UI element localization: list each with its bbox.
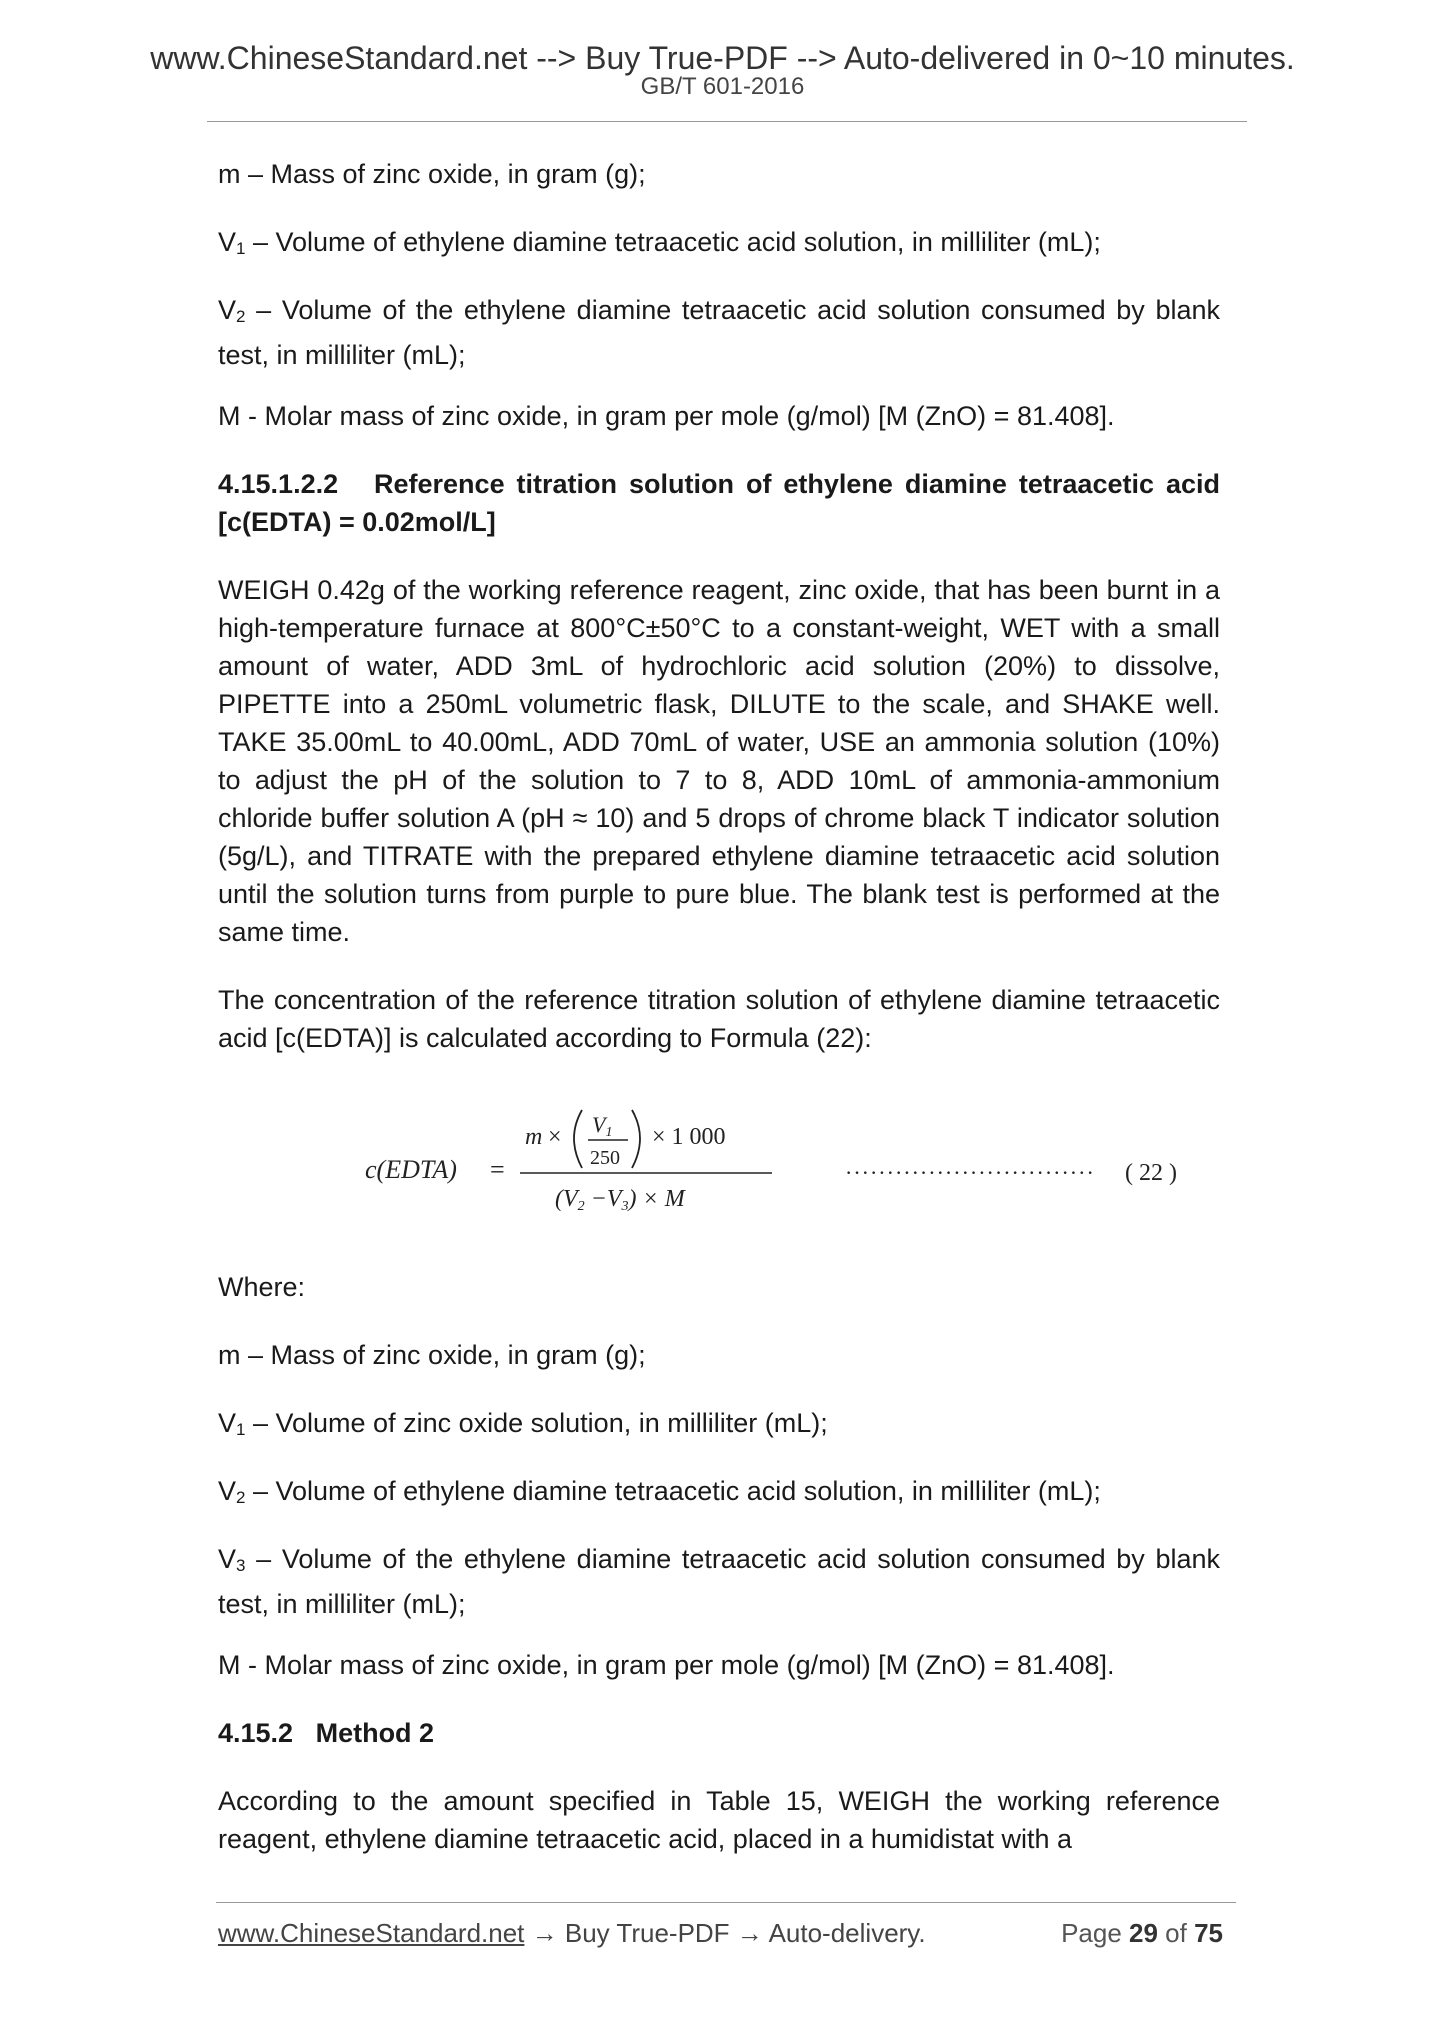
formula-250: 250 — [590, 1147, 620, 1169]
formula-m: m — [525, 1124, 543, 1150]
var-description: – Volume of ethylene diamine tetraacetic acid solution, in milliliter (mL); — [245, 227, 1101, 257]
var-description: – Volume of the ethylene diamine tetraacetic acid solution consumed by blank test, in milliliter (mL); — [218, 1544, 1220, 1619]
formula-leader-dots: ······························ — [845, 1160, 1095, 1185]
footer-site-link[interactable]: www.ChineseStandard.net — [218, 1918, 525, 1948]
formula-lhs: c(EDTA) — [365, 1155, 457, 1184]
page-total: 75 — [1194, 1918, 1223, 1948]
var-description: – Volume of zinc oxide solution, in milliliter (mL); — [245, 1408, 828, 1438]
left-paren — [574, 1110, 582, 1168]
formula-times: × — [548, 1124, 562, 1150]
formula-number: ( 22 ) — [1125, 1160, 1177, 1186]
formula-multiplier: × 1 000 — [652, 1124, 726, 1150]
var-M-definition: M - Molar mass of zinc oxide, in gram per mole (g/mol) [M (ZnO) = 81.408]. — [218, 1650, 1115, 1680]
method2-paragraph: According to the amount specified in Table 15, WEIGH the working reference reagent, ethylene diamine tetraacetic acid, placed in a humidistat with a — [218, 1786, 1220, 1854]
var-m-definition: m – Mass of zinc oxide, in gram (g); — [218, 159, 646, 189]
formula-intro-paragraph: The concentration of the reference titration solution of ethylene diamine tetraacetic acid [c(EDTA)] is calculated according to Formula (22): — [218, 985, 1220, 1053]
var-subscript: 2 — [236, 307, 246, 326]
var-v1-definition — [218, 1404, 1220, 1449]
page-label: Page — [1061, 1918, 1130, 1948]
var-symbol: V — [218, 227, 237, 257]
footer-delivery-text: → Buy True-PDF → Auto-delivery. — [524, 1918, 926, 1948]
var-v2-definition — [218, 1472, 1220, 1517]
var-description: – Volume of the ethylene diamine tetraacetic acid solution consumed by blank test, in milliliter (mL); — [218, 295, 1220, 370]
var-subscript: 2 — [236, 1488, 246, 1507]
var-v1-definition — [218, 223, 1220, 268]
page-indicator — [1061, 1918, 1223, 1949]
footer-divider — [216, 1902, 1236, 1903]
page-number: 29 — [1129, 1918, 1158, 1948]
var-symbol: V — [218, 1544, 237, 1574]
var-M-definition: M - Molar mass of zinc oxide, in gram per mole (g/mol) [M (ZnO) = 81.408]. — [218, 401, 1115, 431]
var-v2-definition — [218, 291, 1220, 374]
where-label: Where: — [218, 1272, 306, 1302]
section-heading-4-15-2: 4.15.2 Method 2 — [218, 1718, 435, 1748]
of-label: of — [1157, 1918, 1195, 1948]
section-heading-4-15-1-2-2: 4.15.1.2.2 Reference titration solution of ethylene diamine tetraacetic acid [c(EDTA) = 0.02mol/L] — [218, 469, 1220, 537]
header-divider — [207, 121, 1247, 122]
footer-links — [218, 1918, 926, 1949]
formula-equals: = — [490, 1155, 505, 1184]
formula-denominator: (V2 −V3) × M — [555, 1186, 685, 1214]
document-code: GB/T 601-2016 — [640, 73, 805, 100]
formula-v1: V1 — [592, 1112, 613, 1140]
var-symbol: V — [218, 1408, 237, 1438]
var-subscript: 3 — [236, 1556, 246, 1575]
top-banner[interactable]: www.ChineseStandard.net --> Buy True-PDF --> Auto-delivered in 0~10 minutes. — [150, 40, 1295, 76]
var-subscript: 1 — [236, 239, 246, 258]
var-symbol: V — [218, 1476, 237, 1506]
var-m-definition: m – Mass of zinc oxide, in gram (g); — [218, 1340, 646, 1370]
var-v3-definition — [218, 1540, 1220, 1623]
var-subscript: 1 — [236, 1420, 246, 1439]
var-description: – Volume of ethylene diamine tetraacetic acid solution, in milliliter (mL); — [245, 1476, 1101, 1506]
procedure-paragraph: WEIGH 0.42g of the working reference reagent, zinc oxide, that has been burnt in a high-temperature furnace at 800°C±50°C to a constant-weight, WET with a small amount of water, ADD 3mL of hydrochloric acid solution (20%) to dissolve, PIPETTE into a 250mL volumetric flask, DILUTE to the scale, and SHAKE well. TAKE 35.00mL to 40.00mL, ADD 70mL of water, USE an ammonia solution (10%) to adjust the pH of the solution to 7 to 8, ADD 10mL of ammonia-ammonium chloride buffer solution A (pH ≈ 10) and 5 drops of chrome black T indicator solution (5g/L), and TITRATE with the prepared ethylene diamine tetraacetic acid solution until the solution turns from purple to pure blue. The blank test is performed at the same time. — [218, 575, 1220, 947]
var-symbol: V — [218, 295, 237, 325]
right-paren — [632, 1110, 640, 1168]
formula-22 — [360, 1098, 1240, 1228]
